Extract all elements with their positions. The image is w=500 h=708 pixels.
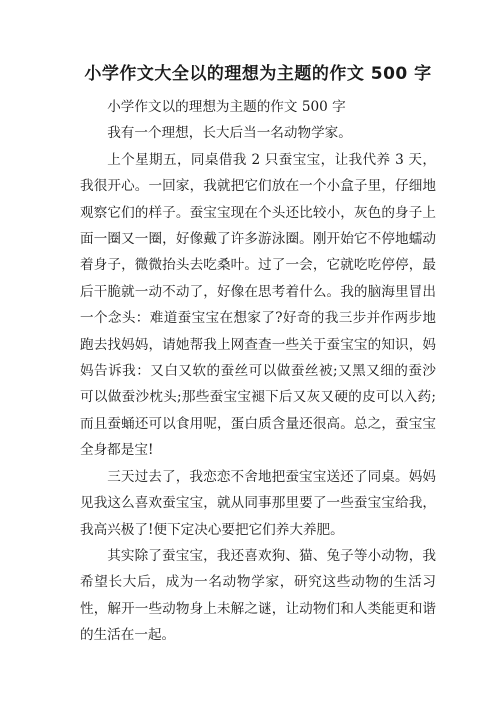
paragraph-3: 三天过去了，我恋恋不舍地把蚕宝宝送还了同桌。妈妈见我这么喜欢蚕宝宝，就从同事那里要了一些蚕宝宝给我，我高兴极了!便下定决心要把它们养大养肥。 bbox=[80, 468, 436, 538]
paragraph-1: 我有一个理想，长大后当一名动物学家。 bbox=[107, 125, 352, 142]
paragraph-2: 上个星期五，同桌借我 2 只蚕宝宝，让我代养 3 天，我很开心。一回家，我就把它们放在一个小盒子里，仔细地观察它们的样子。蚕宝宝现在个头还比较小，灰色的身子上面一圈又一圈，好像戴了许多游泳圈。刚开始它不停地蠕动着身子，微微抬头去吃桑叶。过了一会，它就吃吃停停，最后干脆就一动不动了，好像在思考着什么。我的脑海里冒出一个念头：难道蚕宝宝在想家了?好奇的我三步并作两步地跑去找妈妈，请她帮我上网查查一些关于蚕宝宝的知识，妈妈告诉我：又白又软的蚕丝可以做蚕丝被;又黑又细的蚕沙可以做蚕沙枕头;那些蚕宝宝褪下后又灰又硬的皮可以入药;而且蚕蛹还可以食用呢，蛋白质含量还很高。总之，蚕宝宝全身都是宝! bbox=[80, 151, 436, 459]
document-title: 小学作文大全以的理想为主题的作文 500 字 bbox=[84, 64, 432, 84]
paragraph-4: 其实除了蚕宝宝，我还喜欢狗、猫、兔子等小动物，我希望长大后，成为一名动物学家，研究这些动物的生活习性，解开一些动物身上未解之谜，让动物们和人类能更和谐的生活在一起。 bbox=[80, 547, 436, 644]
paragraph-subtitle: 小学作文以的理想为主题的作文 500 字 bbox=[107, 99, 346, 115]
